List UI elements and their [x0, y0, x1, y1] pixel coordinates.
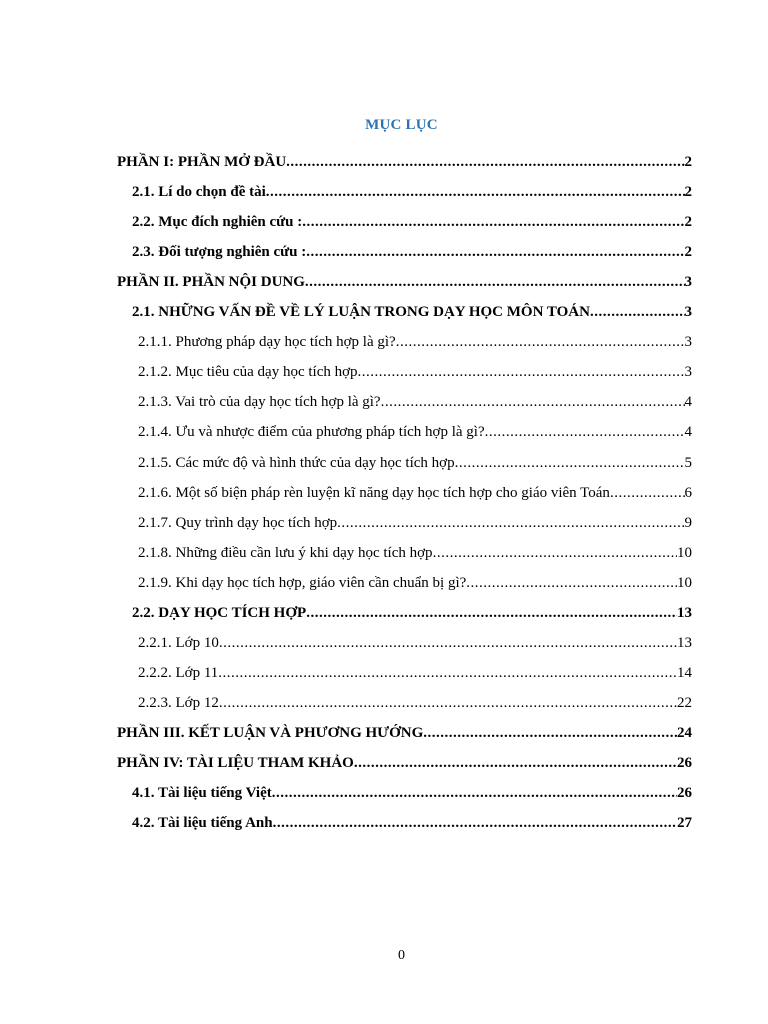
toc-entry-label: PHẦN I: PHẦN MỞ ĐẦU [117, 154, 287, 170]
toc-entry-label: 2.1.5. Các mức độ và hình thức của dạy học tích hợp [138, 454, 455, 471]
dot-leader [466, 571, 677, 595]
toc-entry-page: 4 [684, 424, 692, 441]
dot-leader [305, 270, 685, 294]
dot-leader [358, 360, 685, 384]
toc-entry-page: 2 [684, 244, 692, 261]
toc-entry[interactable] [138, 661, 692, 685]
toc-entry-label: 2.1. Lí do chọn đề tài [132, 184, 266, 201]
toc-entry-label: 2.1.9. Khi dạy học tích hợp, giáo viên cần chuẩn bị gì? [138, 574, 467, 591]
toc-entry-page: 27 [677, 815, 692, 832]
toc-entry-label: 2.2.3. Lớp 12 [138, 694, 219, 711]
toc-entry[interactable] [117, 150, 692, 174]
toc-entry[interactable] [132, 781, 692, 805]
dot-leader [302, 210, 684, 234]
dot-leader [455, 451, 685, 475]
page-number: 0 [398, 948, 405, 963]
toc-entry-page: 2 [684, 214, 692, 231]
toc-entry-page: 14 [677, 664, 692, 681]
toc-entry[interactable] [138, 571, 692, 595]
toc-entry-page: 10 [677, 574, 692, 591]
dot-leader [306, 240, 684, 264]
toc-entry-label: 2.2. DẠY HỌC TÍCH HỢP [132, 604, 307, 621]
toc-entry-page: 24 [677, 724, 692, 741]
dot-leader [219, 631, 677, 655]
dot-leader [433, 541, 677, 565]
dot-leader [423, 721, 677, 745]
toc-entry-label: 2.2. Mục đích nghiên cứu : [132, 214, 303, 231]
toc-entry-page: 3 [684, 304, 692, 321]
toc-entry[interactable] [138, 481, 692, 505]
toc-entry-label: 2.1. NHỮNG VẤN ĐỀ VỀ LÝ LUẬN TRONG DẠY HỌC MÔN TOÁN [132, 304, 590, 321]
dot-leader [354, 751, 677, 775]
toc-entry[interactable] [138, 541, 692, 565]
dot-leader [272, 781, 677, 805]
toc-entry-page: 2 [684, 184, 692, 201]
dot-leader [590, 300, 685, 324]
dot-leader [396, 330, 685, 354]
dot-leader [218, 661, 677, 685]
toc-entry-page: 22 [677, 694, 692, 711]
toc-entry[interactable] [138, 390, 692, 414]
toc-entry-page: 3 [684, 364, 692, 381]
toc-entry-label: 2.1.8. Những điều cần lưu ý khi dạy học tích hợp [138, 544, 433, 561]
dot-leader [381, 390, 685, 414]
dot-leader [219, 691, 677, 715]
toc-entry[interactable] [132, 601, 692, 625]
toc-entry[interactable] [138, 360, 692, 384]
toc-entry-page: 6 [684, 484, 692, 501]
toc-entry-label: 2.1.7. Quy trình dạy học tích hợp [138, 514, 338, 531]
toc-entry[interactable] [117, 721, 692, 745]
toc-entry[interactable] [138, 451, 692, 475]
toc-entry[interactable] [138, 330, 692, 354]
toc-entry-page: 3 [684, 334, 692, 351]
toc-entry-label: PHẦN II. PHẦN NỘI DUNG [117, 274, 305, 291]
toc-entry[interactable] [138, 691, 692, 715]
toc-entry-label: 2.1.3. Vai trò của dạy học tích hợp là gì? [138, 394, 381, 411]
dot-leader [485, 420, 685, 444]
toc-entry-label: PHẦN III. KẾT LUẬN VÀ PHƯƠNG HƯỚNG [117, 724, 424, 741]
toc-title: MỤC LỤC [365, 117, 438, 133]
toc-entry[interactable] [132, 300, 692, 324]
toc-entry-page: 5 [684, 454, 692, 471]
toc-entry-page: 26 [677, 755, 692, 771]
toc-entry-page: 2 [684, 154, 692, 170]
toc-entry[interactable] [132, 240, 692, 264]
toc-entry-label: 2.1.6. Một số biện pháp rèn luyện kĩ năng dạy học tích hợp cho giáo viên Toán [138, 484, 610, 501]
toc-entry-page: 3 [684, 274, 692, 291]
toc-entry-page: 13 [677, 604, 692, 621]
toc-entry[interactable] [138, 631, 692, 655]
toc-entry[interactable] [138, 420, 692, 444]
toc-entry-page: 4 [684, 394, 692, 411]
toc-entry[interactable] [117, 751, 692, 775]
toc-entry-label: 2.1.2. Mục tiêu của dạy học tích hợp [138, 364, 358, 381]
dot-leader [266, 180, 685, 204]
toc-entry-label: 2.2.2. Lớp 11 [138, 664, 219, 681]
toc-entry-label: 2.3. Đối tượng nghiên cứu : [132, 244, 307, 261]
toc-entry[interactable] [117, 270, 692, 294]
toc-entry-page: 26 [677, 785, 692, 802]
toc-entry[interactable] [132, 180, 692, 204]
dot-leader [286, 150, 684, 174]
toc-entry-label: 2.1.1. Phương pháp dạy học tích hợp là gì? [138, 334, 396, 351]
toc-entry-page: 9 [684, 514, 692, 531]
toc-entry-page: 13 [677, 634, 692, 651]
toc-entry[interactable] [132, 811, 692, 835]
toc-entry[interactable] [132, 210, 692, 234]
toc-entry[interactable] [138, 511, 692, 535]
toc-entry-label: PHẦN IV: TÀI LIỆU THAM KHẢO [117, 755, 354, 771]
toc-entry-label: 4.2. Tài liệu tiếng Anh [132, 815, 273, 832]
toc-entry-page: 10 [677, 544, 692, 561]
dot-leader [273, 811, 677, 835]
dot-leader [337, 511, 684, 535]
dot-leader [306, 601, 677, 625]
toc-entry-label: 2.2.1. Lớp 10 [138, 634, 219, 651]
toc-entry-label: 4.1. Tài liệu tiếng Việt [132, 785, 272, 802]
toc-entry-label: 2.1.4. Ưu và nhược điểm của phương pháp tích hợp là gì? [138, 424, 485, 441]
dot-leader [610, 481, 685, 505]
